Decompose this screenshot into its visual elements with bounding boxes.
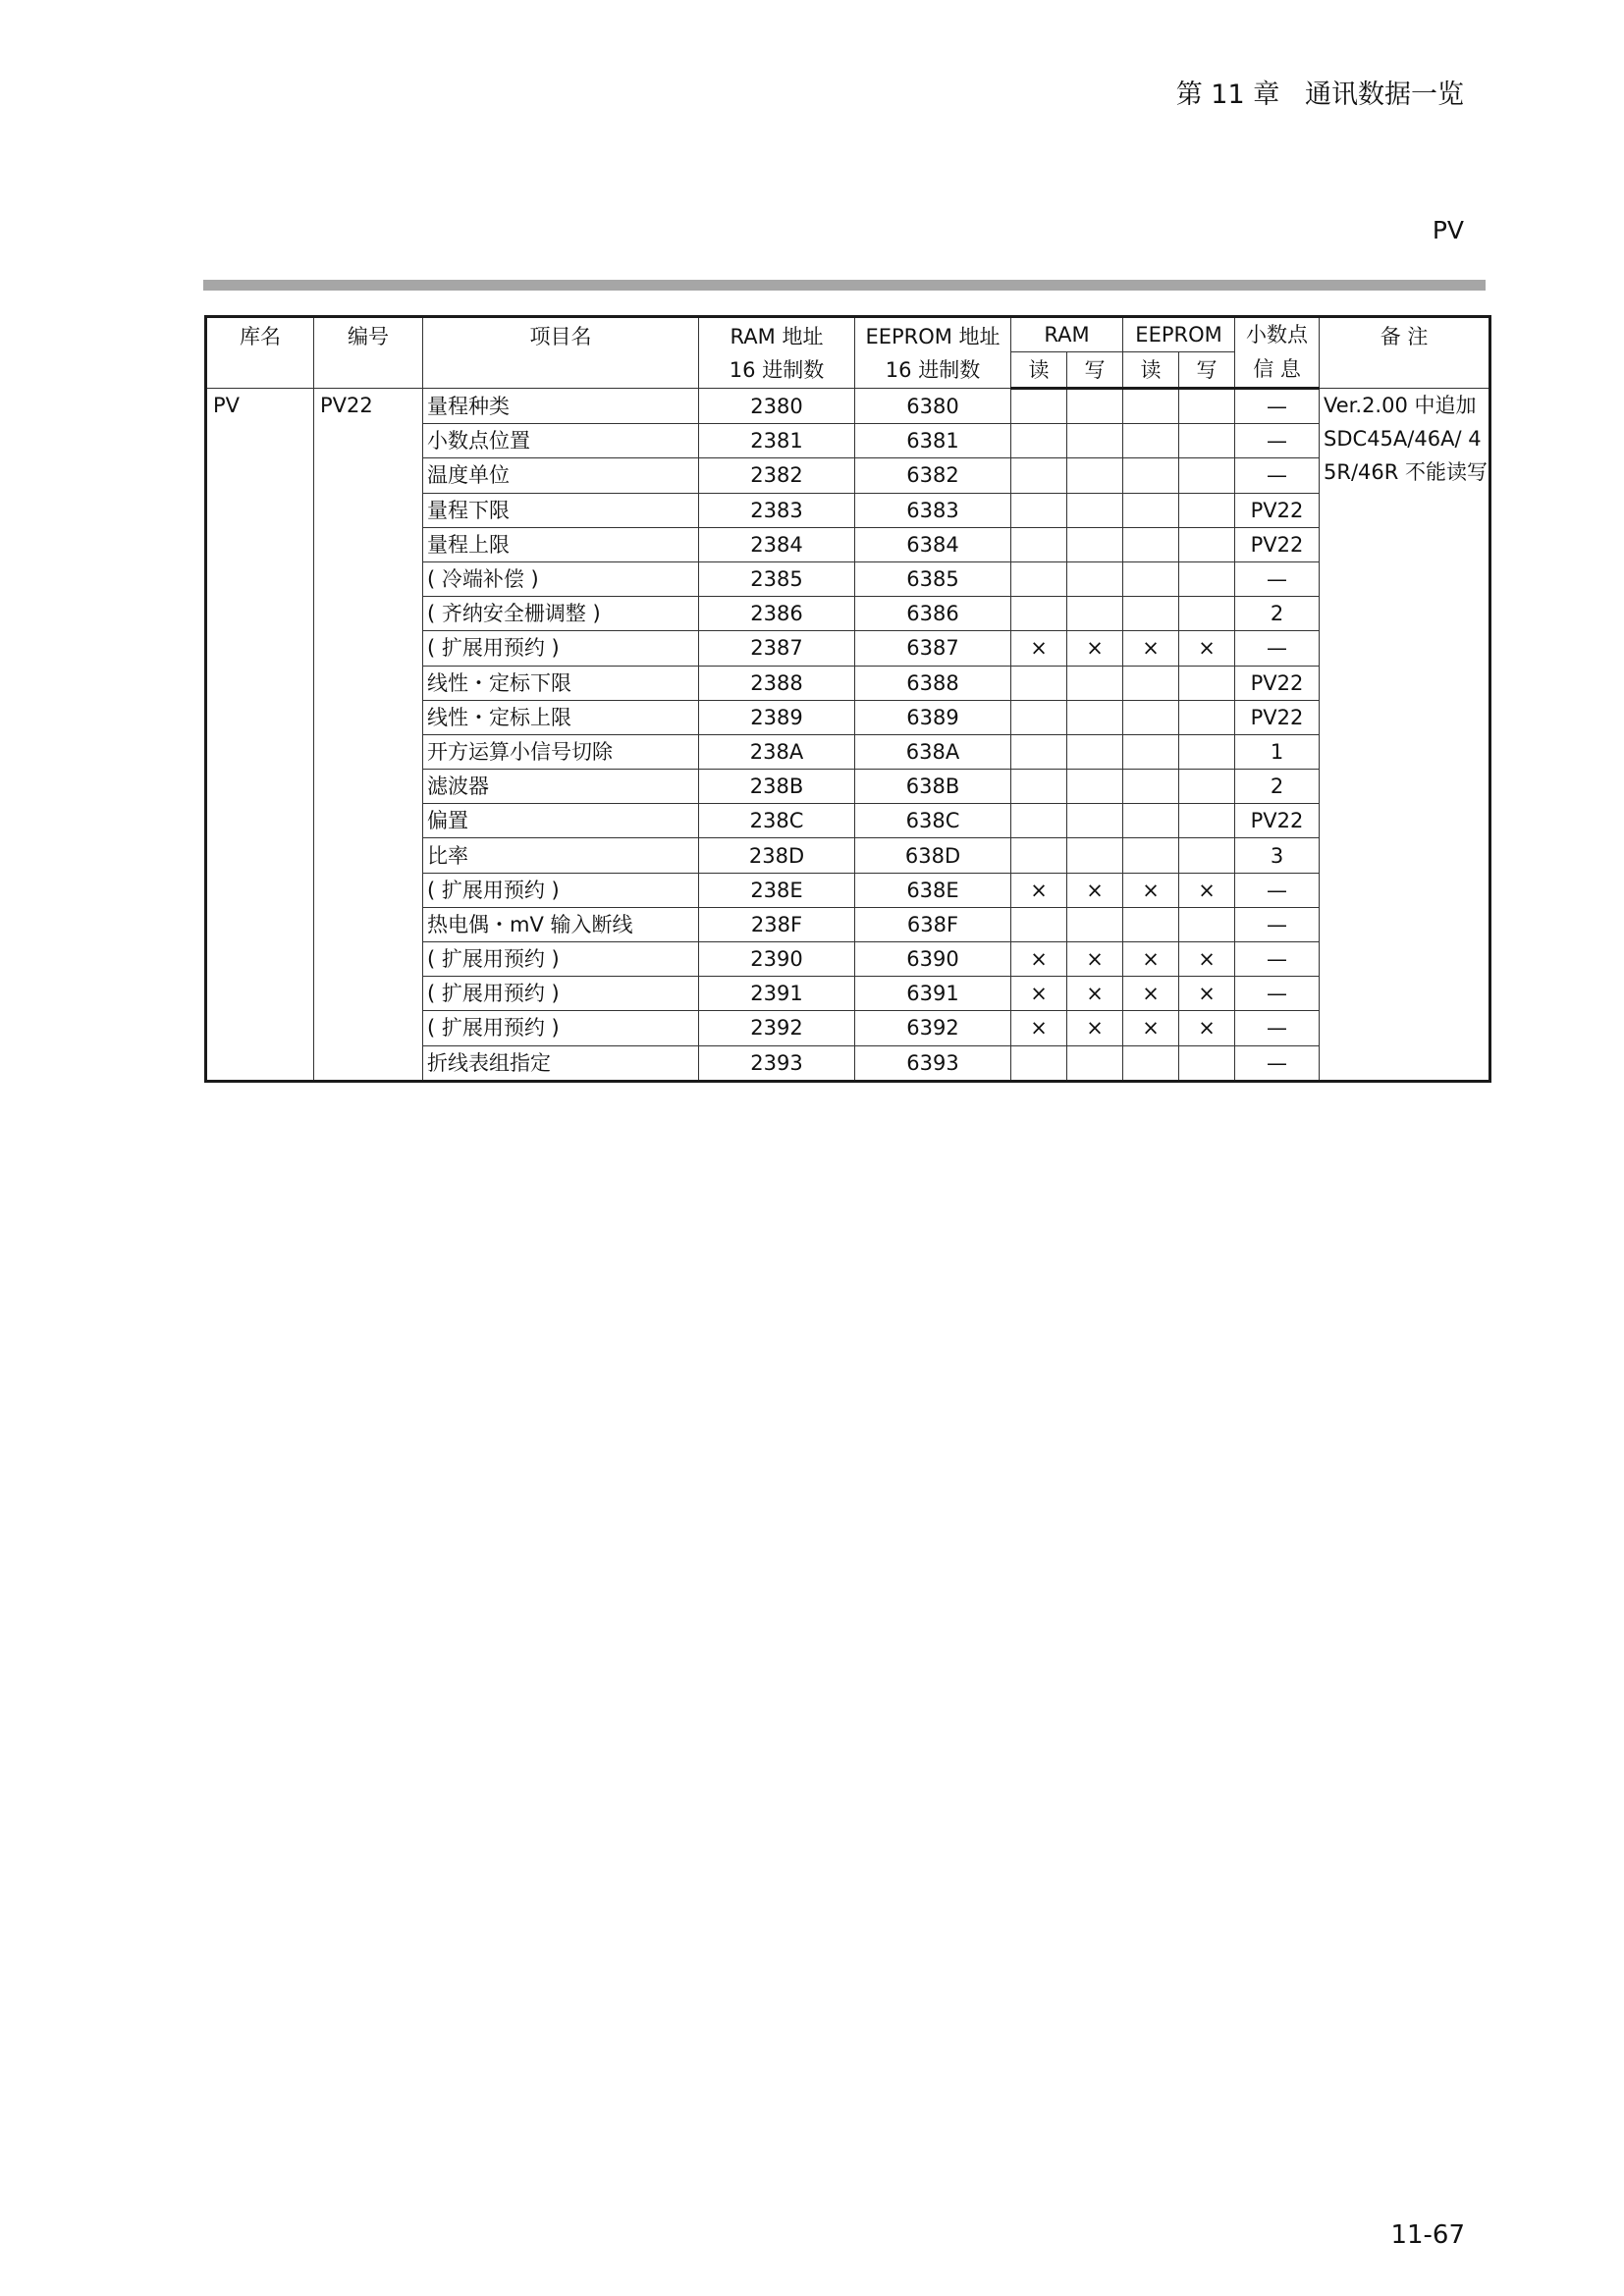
ram-read-cell [1011, 838, 1067, 873]
eeprom-address-cell: 6388 [855, 666, 1011, 700]
item-name-cell: 小数点位置 [423, 424, 699, 458]
ram-address-cell: 2387 [699, 631, 855, 666]
ram-write-cell [1067, 666, 1123, 700]
decimal-cell: — [1235, 1045, 1320, 1081]
decimal-cell: 2 [1235, 597, 1320, 631]
eeprom-address-cell: 6385 [855, 561, 1011, 596]
eeprom-read-cell [1123, 804, 1179, 838]
decimal-cell: 1 [1235, 734, 1320, 769]
eeprom-address-cell: 638C [855, 804, 1011, 838]
eeprom-address-cell: 6382 [855, 458, 1011, 493]
eeprom-write-cell [1179, 527, 1235, 561]
header-eeprom-write: 写 [1179, 352, 1235, 389]
decimal-cell: — [1235, 389, 1320, 424]
eeprom-write-cell [1179, 804, 1235, 838]
header-ram-address [699, 317, 855, 389]
ram-address-cell: 2386 [699, 597, 855, 631]
ram-address-cell: 2381 [699, 424, 855, 458]
header-number: 编号 [314, 317, 423, 389]
item-name-cell: ( 扩展用预约 ) [423, 631, 699, 666]
eeprom-write-cell [1179, 458, 1235, 493]
eeprom-read-cell [1123, 700, 1179, 734]
eeprom-read-cell [1123, 907, 1179, 941]
header-decimal-line2: 信 息 [1235, 352, 1320, 389]
eeprom-write-cell [1179, 424, 1235, 458]
page-number: 11-67 [1390, 2220, 1465, 2250]
eeprom-write-cell [1179, 700, 1235, 734]
eeprom-write-cell [1179, 597, 1235, 631]
eeprom-write-cell: × [1179, 977, 1235, 1011]
ram-address-cell: 238C [699, 804, 855, 838]
eeprom-read-cell: × [1123, 1011, 1179, 1045]
eeprom-read-cell [1123, 424, 1179, 458]
eeprom-address-cell: 6381 [855, 424, 1011, 458]
ram-address-cell: 2390 [699, 942, 855, 977]
ram-read-cell [1011, 527, 1067, 561]
item-name-cell: 开方运算小信号切除 [423, 734, 699, 769]
eeprom-address-cell: 6384 [855, 527, 1011, 561]
ram-read-cell [1011, 700, 1067, 734]
decimal-cell: — [1235, 561, 1320, 596]
ram-address-cell: 2388 [699, 666, 855, 700]
decimal-cell: — [1235, 631, 1320, 666]
eeprom-write-cell [1179, 770, 1235, 804]
header-eeprom-address-line2: 16 进制数 [885, 357, 981, 382]
eeprom-write-cell [1179, 389, 1235, 424]
header-ram: RAM [1011, 317, 1123, 352]
notes-cell: Ver.2.00 中追加 SDC45A/46A/ 45R/46R 不能读写 [1320, 389, 1490, 1082]
ram-read-cell [1011, 804, 1067, 838]
eeprom-read-cell [1123, 458, 1179, 493]
ram-read-cell [1011, 561, 1067, 596]
header-decimal-line1: 小数点 [1235, 317, 1320, 352]
ram-address-cell: 238A [699, 734, 855, 769]
ram-read-cell [1011, 597, 1067, 631]
item-name-cell: 量程种类 [423, 389, 699, 424]
ram-address-cell: 2392 [699, 1011, 855, 1045]
header-eeprom-address-line1: EEPROM 地址 [865, 324, 1001, 348]
ram-address-cell: 2382 [699, 458, 855, 493]
item-name-cell: 热电偶・mV 输入断线 [423, 907, 699, 941]
decimal-cell: — [1235, 977, 1320, 1011]
decimal-cell: PV22 [1235, 527, 1320, 561]
table-row [206, 389, 1490, 424]
ram-write-cell [1067, 838, 1123, 873]
item-name-cell: 折线表组指定 [423, 1045, 699, 1081]
item-name-cell: ( 扩展用预约 ) [423, 873, 699, 907]
ram-address-cell: 238D [699, 838, 855, 873]
item-name-cell: 量程上限 [423, 527, 699, 561]
eeprom-address-cell: 6387 [855, 631, 1011, 666]
decimal-cell: PV22 [1235, 493, 1320, 527]
ram-write-cell: × [1067, 1011, 1123, 1045]
eeprom-read-cell [1123, 734, 1179, 769]
ram-address-cell: 2389 [699, 700, 855, 734]
ram-write-cell [1067, 493, 1123, 527]
eeprom-write-cell: × [1179, 942, 1235, 977]
eeprom-read-cell [1123, 1045, 1179, 1081]
eeprom-write-cell: × [1179, 1011, 1235, 1045]
header-eeprom-read: 读 [1123, 352, 1179, 389]
ram-read-cell: × [1011, 873, 1067, 907]
ram-address-cell: 2383 [699, 493, 855, 527]
ram-write-cell [1067, 527, 1123, 561]
ram-write-cell: × [1067, 873, 1123, 907]
eeprom-address-cell: 6389 [855, 700, 1011, 734]
decimal-cell: — [1235, 1011, 1320, 1045]
header-eeprom: EEPROM [1123, 317, 1235, 352]
decimal-cell: 3 [1235, 838, 1320, 873]
ram-write-cell [1067, 700, 1123, 734]
ram-address-cell: 238E [699, 873, 855, 907]
decimal-cell: — [1235, 458, 1320, 493]
eeprom-read-cell [1123, 561, 1179, 596]
eeprom-read-cell: × [1123, 977, 1179, 1011]
ram-read-cell: × [1011, 942, 1067, 977]
decimal-cell: — [1235, 907, 1320, 941]
item-name-cell: ( 扩展用预约 ) [423, 977, 699, 1011]
eeprom-read-cell [1123, 770, 1179, 804]
ram-read-cell [1011, 1045, 1067, 1081]
ram-read-cell: × [1011, 631, 1067, 666]
eeprom-write-cell [1179, 734, 1235, 769]
header-library: 库名 [206, 317, 314, 389]
decimal-cell: PV22 [1235, 666, 1320, 700]
eeprom-write-cell [1179, 838, 1235, 873]
decimal-cell: — [1235, 424, 1320, 458]
ram-write-cell [1067, 1045, 1123, 1081]
decimal-cell: 2 [1235, 770, 1320, 804]
eeprom-address-cell: 6393 [855, 1045, 1011, 1081]
eeprom-address-cell: 6383 [855, 493, 1011, 527]
header-notes: 备 注 [1320, 317, 1490, 389]
decimal-cell: — [1235, 873, 1320, 907]
ram-write-cell [1067, 458, 1123, 493]
ram-address-cell: 2384 [699, 527, 855, 561]
decimal-cell: — [1235, 942, 1320, 977]
ram-read-cell: × [1011, 1011, 1067, 1045]
eeprom-address-cell: 6390 [855, 942, 1011, 977]
eeprom-address-cell: 638F [855, 907, 1011, 941]
item-name-cell: 线性・定标上限 [423, 700, 699, 734]
ram-read-cell [1011, 770, 1067, 804]
section-divider-bar [203, 280, 1486, 291]
eeprom-write-cell [1179, 561, 1235, 596]
ram-write-cell [1067, 424, 1123, 458]
item-name-cell: ( 扩展用预约 ) [423, 942, 699, 977]
eeprom-address-cell: 6391 [855, 977, 1011, 1011]
ram-write-cell: × [1067, 631, 1123, 666]
ram-read-cell [1011, 493, 1067, 527]
eeprom-address-cell: 638A [855, 734, 1011, 769]
ram-address-cell: 238F [699, 907, 855, 941]
eeprom-address-cell: 638D [855, 838, 1011, 873]
ram-read-cell [1011, 666, 1067, 700]
item-name-cell: 滤波器 [423, 770, 699, 804]
item-name-cell: 量程下限 [423, 493, 699, 527]
eeprom-write-cell [1179, 493, 1235, 527]
ram-address-cell: 2393 [699, 1045, 855, 1081]
ram-read-cell [1011, 389, 1067, 424]
eeprom-address-cell: 6380 [855, 389, 1011, 424]
item-name-cell: ( 扩展用预约 ) [423, 1011, 699, 1045]
ram-write-cell [1067, 804, 1123, 838]
eeprom-write-cell [1179, 907, 1235, 941]
ram-read-cell: × [1011, 977, 1067, 1011]
ram-write-cell [1067, 561, 1123, 596]
ram-read-cell [1011, 907, 1067, 941]
eeprom-read-cell [1123, 838, 1179, 873]
ram-address-cell: 2391 [699, 977, 855, 1011]
eeprom-write-cell [1179, 666, 1235, 700]
ram-read-cell [1011, 734, 1067, 769]
eeprom-address-cell: 638B [855, 770, 1011, 804]
ram-address-cell: 2380 [699, 389, 855, 424]
eeprom-read-cell [1123, 597, 1179, 631]
eeprom-read-cell: × [1123, 873, 1179, 907]
eeprom-read-cell [1123, 389, 1179, 424]
ram-write-cell: × [1067, 977, 1123, 1011]
eeprom-read-cell: × [1123, 942, 1179, 977]
header-ram-write: 写 [1067, 352, 1123, 389]
eeprom-write-cell [1179, 1045, 1235, 1081]
eeprom-address-cell: 638E [855, 873, 1011, 907]
eeprom-address-cell: 6392 [855, 1011, 1011, 1045]
header-ram-address-line1: RAM 地址 [730, 324, 824, 348]
ram-address-cell: 2385 [699, 561, 855, 596]
ram-write-cell [1067, 597, 1123, 631]
ram-address-cell: 238B [699, 770, 855, 804]
item-name-cell: 线性・定标下限 [423, 666, 699, 700]
library-cell: PV [206, 389, 314, 1082]
item-name-cell: 比率 [423, 838, 699, 873]
ram-write-cell: × [1067, 942, 1123, 977]
ram-write-cell [1067, 389, 1123, 424]
item-name-cell: ( 冷端补偿 ) [423, 561, 699, 596]
communication-data-table [204, 315, 1491, 1083]
eeprom-read-cell [1123, 527, 1179, 561]
ram-read-cell [1011, 424, 1067, 458]
item-name-cell: 温度单位 [423, 458, 699, 493]
eeprom-address-cell: 6386 [855, 597, 1011, 631]
eeprom-write-cell: × [1179, 631, 1235, 666]
ram-write-cell [1067, 770, 1123, 804]
eeprom-read-cell [1123, 666, 1179, 700]
chapter-header [1176, 73, 1464, 111]
item-name-cell: 偏置 [423, 804, 699, 838]
ram-read-cell [1011, 458, 1067, 493]
decimal-cell: PV22 [1235, 700, 1320, 734]
header-item-name: 项目名 [423, 317, 699, 389]
section-label: PV [1432, 216, 1464, 244]
eeprom-read-cell: × [1123, 631, 1179, 666]
item-name-cell: ( 齐纳安全栅调整 ) [423, 597, 699, 631]
eeprom-write-cell: × [1179, 873, 1235, 907]
ram-write-cell [1067, 734, 1123, 769]
header-ram-read: 读 [1011, 352, 1067, 389]
header-ram-address-line2: 16 进制数 [729, 357, 825, 382]
eeprom-read-cell [1123, 493, 1179, 527]
number-cell: PV22 [314, 389, 423, 1082]
ram-write-cell [1067, 907, 1123, 941]
decimal-cell: PV22 [1235, 804, 1320, 838]
chapter-number: 第 11 章 [1175, 80, 1280, 110]
chapter-title: 通讯数据一览 [1305, 80, 1464, 110]
header-eeprom-address [855, 317, 1011, 389]
